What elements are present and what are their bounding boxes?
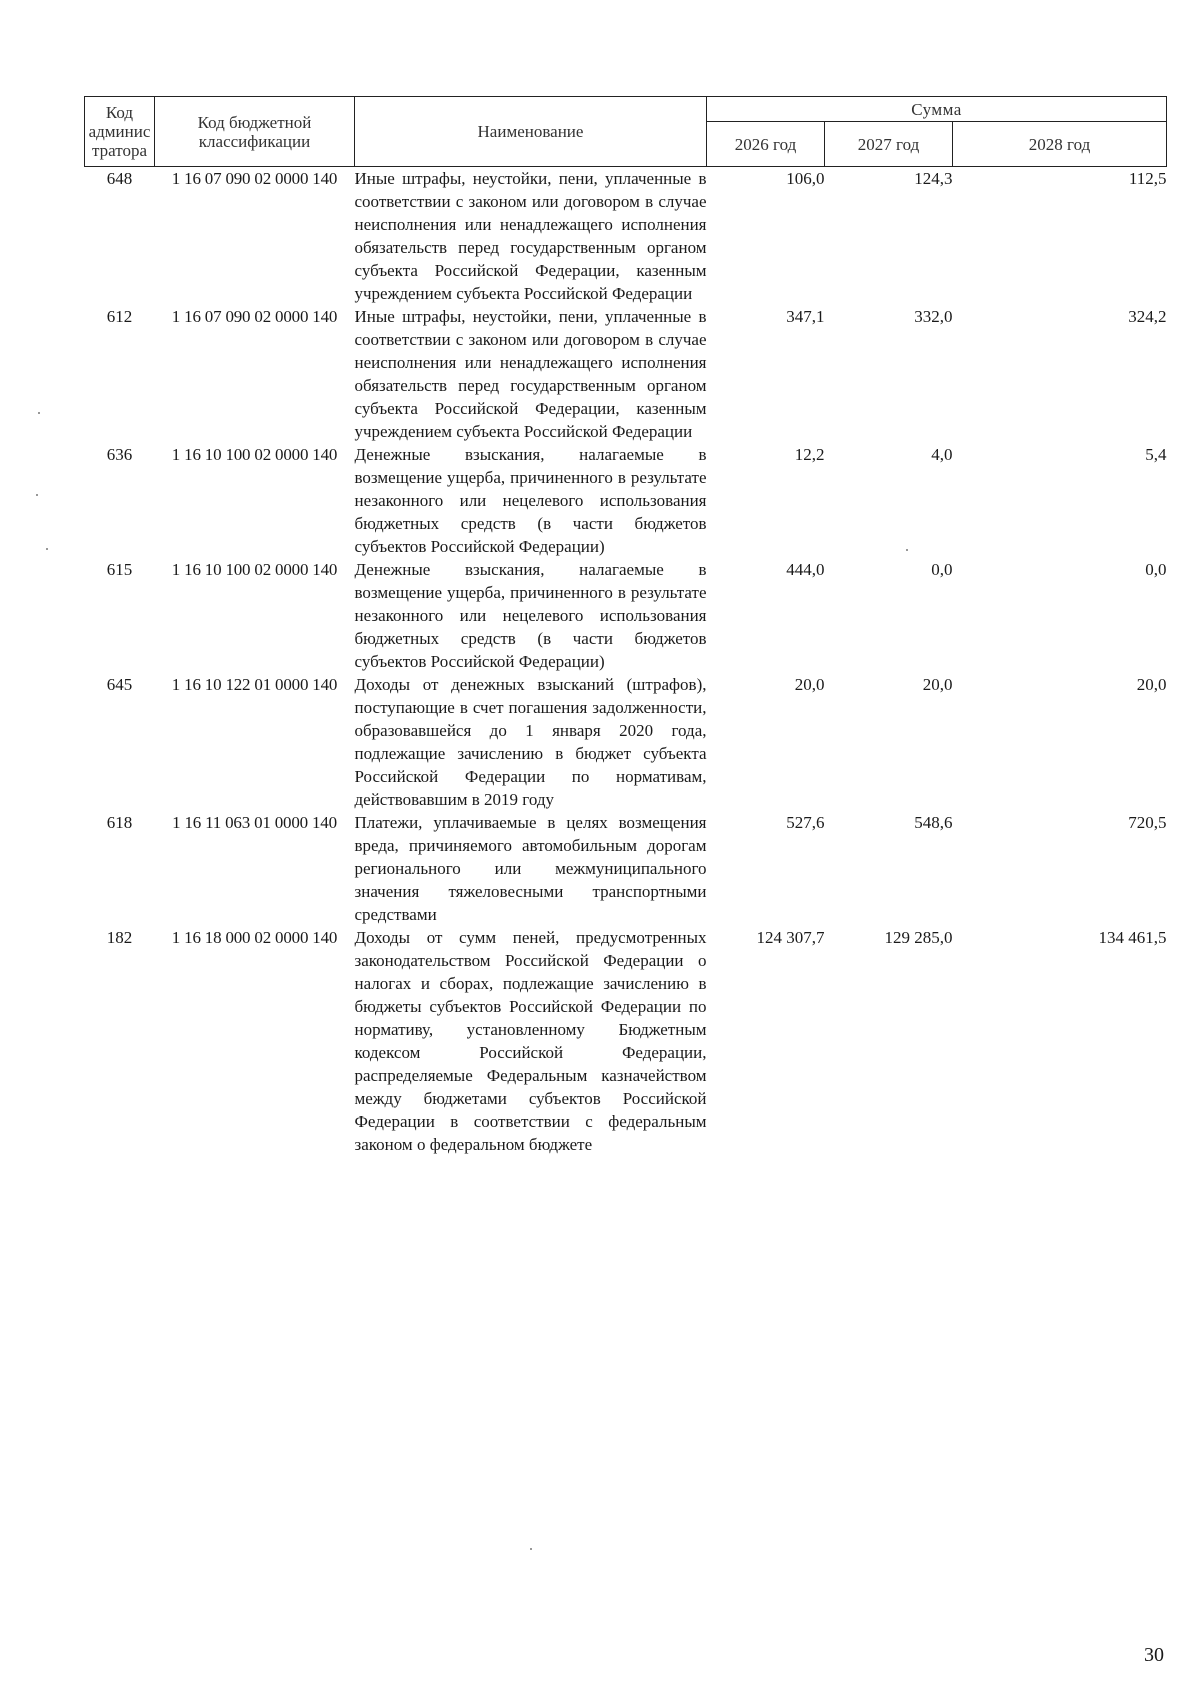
amount-2027-cell: 4,0 — [931, 445, 953, 464]
amount-2027-cell: 124,3 — [914, 169, 953, 188]
scan-speck — [36, 494, 38, 496]
admin-code-cell: 648 — [106, 169, 133, 188]
amount-2027-cell: 129 285,0 — [884, 928, 953, 947]
budget-code-cell: 1 16 18 000 02 0000 140 — [171, 928, 338, 947]
scan-speck — [906, 549, 908, 551]
header-year-2028: 2028 год — [953, 122, 1167, 167]
name-cell: Денежные взыскания, налагаемые в возмещение ущерба, причиненного в результате незаконного или нецелевого использования бюджетных средств (в части бюджетов субъектов Российской Федерации) — [354, 560, 707, 671]
table-row — [85, 926, 1167, 1156]
budget-code-cell: 1 16 07 090 02 0000 140 — [171, 169, 338, 188]
budget-code-cell: 1 16 10 100 02 0000 140 — [171, 445, 338, 464]
admin-code-cell: 615 — [106, 560, 133, 579]
name-cell: Платежи, уплачиваемые в целях возмещения вреда, причиняемого автомобильным дорогам регионального или межмуниципального значения тяжеловесными транспортными средствами — [354, 813, 707, 924]
amount-2028-cell: 5,4 — [1145, 445, 1167, 464]
amount-2026-cell: 124 307,7 — [756, 928, 825, 947]
admin-code-cell: 182 — [106, 928, 133, 947]
amount-2028-cell: 324,2 — [1128, 307, 1167, 326]
amount-2028-cell: 20,0 — [1136, 675, 1167, 694]
budget-code-cell: 1 16 10 100 02 0000 140 — [171, 560, 338, 579]
amount-2027-cell: 20,0 — [922, 675, 953, 694]
table-row — [85, 443, 1167, 558]
table-row — [85, 305, 1167, 443]
amount-2028-cell: 720,5 — [1128, 813, 1167, 832]
budget-revenue-table — [84, 96, 1167, 1156]
admin-code-cell: 636 — [106, 445, 133, 464]
name-cell: Доходы от денежных взысканий (штрафов), поступающие в счет погашения задолженности, образовавшейся до 1 января 2020 года, подлежащие зачислению в бюджет субъекта Российской Федерации по нормативам, действовавшим в 2019 году — [354, 675, 707, 809]
amount-2027-cell: 332,0 — [914, 307, 953, 326]
budget-code-cell: 1 16 10 122 01 0000 140 — [171, 675, 338, 694]
amount-2027-cell: 0,0 — [931, 560, 953, 579]
amount-2026-cell: 444,0 — [786, 560, 825, 579]
page-number: 30 — [1144, 1644, 1164, 1666]
table-row — [85, 558, 1167, 673]
table-row — [85, 673, 1167, 811]
amount-2028-cell: 112,5 — [1128, 169, 1167, 188]
amount-2026-cell: 20,0 — [794, 675, 825, 694]
amount-2026-cell: 347,1 — [786, 307, 825, 326]
header-sum: Сумма — [707, 97, 1167, 122]
table-row — [85, 167, 1167, 306]
name-cell: Иные штрафы, неустойки, пени, уплаченные в соответствии с законом или договором в случае неисполнения или ненадлежащего исполнения обязательств перед государственным органом субъекта Российской Федерации, казенным учреждением субъекта Российской Федерации — [354, 169, 707, 303]
table-row — [85, 811, 1167, 926]
scan-speck — [46, 548, 48, 550]
header-admin-code: Код админис тратора — [85, 97, 155, 167]
scan-speck — [38, 412, 40, 414]
amount-2028-cell: 134 461,5 — [1098, 928, 1167, 947]
header-budget-code: Код бюджетной классификации — [155, 97, 355, 167]
header-year-2027: 2027 год — [825, 122, 953, 167]
scan-speck — [530, 1548, 532, 1550]
admin-code-cell: 612 — [106, 307, 133, 326]
table-header — [85, 97, 1167, 167]
table-body — [85, 167, 1167, 1157]
amount-2026-cell: 12,2 — [794, 445, 825, 464]
amount-2027-cell: 548,6 — [914, 813, 953, 832]
header-name: Наименование — [355, 97, 707, 167]
name-cell: Доходы от сумм пеней, предусмотренных законодательством Российской Федерации о налогах и сборах, подлежащие зачислению в бюджеты субъектов Российской Федерации по нормативу, установленному Бюджетным кодексом Российской Федерации, распределяемые Федеральным казначейством между бюджетами субъектов Российской Федерации в соответствии с федеральным законом о федеральном бюджете — [354, 928, 707, 1154]
header-year-2026: 2026 год — [707, 122, 825, 167]
amount-2026-cell: 106,0 — [786, 169, 825, 188]
admin-code-cell: 645 — [106, 675, 133, 694]
budget-code-cell: 1 16 11 063 01 0000 140 — [172, 813, 337, 832]
amount-2028-cell: 0,0 — [1145, 560, 1167, 579]
amount-2026-cell: 527,6 — [786, 813, 825, 832]
admin-code-cell: 618 — [106, 813, 133, 832]
name-cell: Иные штрафы, неустойки, пени, уплаченные в соответствии с законом или договором в случае неисполнения или ненадлежащего исполнения обязательств перед государственным органом субъекта Российской Федерации, казенным учреждением субъекта Российской Федерации — [354, 307, 707, 441]
name-cell: Денежные взыскания, налагаемые в возмещение ущерба, причиненного в результате незаконного или нецелевого использования бюджетных средств (в части бюджетов субъектов Российской Федерации) — [354, 445, 707, 556]
budget-code-cell: 1 16 07 090 02 0000 140 — [171, 307, 338, 326]
